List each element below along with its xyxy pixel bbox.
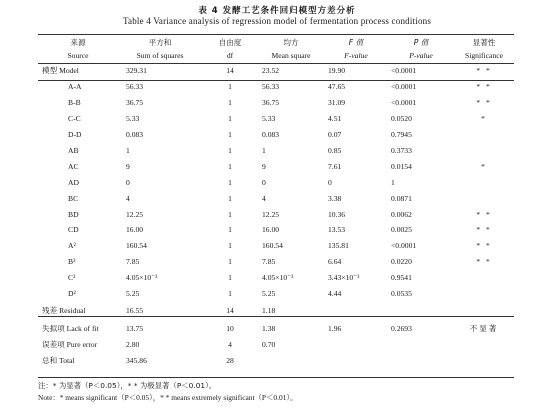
ss-cell: 160.54 [126, 241, 147, 251]
df-cell: 14 [226, 306, 234, 316]
table-row [38, 190, 514, 206]
f-value-cell: 7.61 [328, 161, 342, 171]
ss-cell: 4.05×10⁻³ [126, 273, 158, 283]
table-row [38, 206, 514, 222]
significance-cell: * * [476, 209, 492, 219]
source-cell: 误差项 Pure error [42, 339, 98, 349]
f-value-cell [324, 301, 388, 320]
p-value-cell: <0.0001 [391, 241, 417, 251]
ms-cell: 4.05×10⁻³ [262, 273, 294, 283]
df-cell: 1 [228, 193, 232, 203]
header-f-en: F-value [344, 51, 368, 60]
table-row [38, 270, 514, 286]
p-value-cell: 0.0062 [391, 209, 412, 219]
f-value-cell: 135.81 [328, 241, 349, 251]
source-cell: 残差 Residual [42, 306, 86, 316]
ms-cell: 5.25 [262, 289, 276, 299]
p-value-cell [388, 336, 454, 352]
table-row [38, 336, 514, 352]
source-cell: CD [68, 225, 79, 235]
table-title-cn: 表 4 发酵工艺条件回归模型方差分析 [198, 6, 356, 16]
table-row [38, 254, 514, 270]
table-row [38, 111, 514, 127]
p-value-cell [388, 352, 454, 368]
df-cell: 1 [228, 114, 232, 124]
df-cell: 1 [228, 161, 232, 171]
ss-cell: 2.80 [126, 339, 140, 349]
ss-cell: 56.33 [126, 82, 144, 92]
f-value-cell: 0 [328, 177, 332, 187]
p-value-cell: <0.0001 [391, 66, 417, 75]
header-ss-cn: 平方和 [148, 38, 172, 47]
ss-cell: 16.55 [126, 306, 144, 316]
ms-cell [258, 352, 324, 368]
ss-cell: 12.25 [126, 209, 144, 219]
ms-cell: 1.38 [262, 323, 276, 333]
source-cell: BD [68, 209, 79, 219]
significance-cell: * * [476, 241, 492, 251]
significance-cell [454, 174, 514, 190]
source-cell: D² [68, 289, 76, 299]
header-ms-cn: 均方 [283, 38, 299, 47]
f-value-cell: 0.85 [328, 146, 342, 155]
p-value-cell: <0.0001 [391, 98, 417, 108]
ms-cell: 23.52 [262, 66, 280, 75]
df-cell: 1 [228, 289, 232, 299]
ms-cell: 12.25 [262, 209, 280, 219]
table-notes [38, 380, 528, 404]
p-value-cell: 0.0025 [391, 225, 412, 235]
df-cell: 1 [228, 98, 232, 108]
bottom-rule [38, 377, 514, 378]
source-cell: 模型 Model [42, 66, 79, 75]
table-row [38, 62, 514, 79]
header-source-cn: 来源 [70, 38, 86, 47]
df-cell: 4 [228, 339, 232, 349]
p-value-cell: 0.0220 [391, 257, 412, 267]
header-ms-en: Mean square [271, 51, 311, 60]
p-value-cell [388, 301, 454, 320]
df-cell: 10 [226, 323, 234, 333]
p-value-cell: 0.0535 [391, 289, 412, 299]
ms-cell: 56.33 [262, 82, 280, 92]
table-row [38, 95, 514, 111]
source-cell: 总和 Total [42, 355, 75, 365]
anova-table [38, 36, 514, 368]
p-value-cell: 0.2693 [391, 323, 412, 333]
significance-cell [454, 190, 514, 206]
p-value-cell: 0.9541 [391, 273, 412, 283]
ms-cell: 0 [262, 177, 266, 187]
top-rule [38, 34, 514, 35]
header-df-en: df [226, 51, 234, 60]
header-row-en [38, 49, 514, 62]
df-cell: 28 [226, 355, 234, 365]
significance-cell [454, 336, 514, 352]
p-value-cell: <0.0001 [391, 82, 417, 92]
f-value-cell [324, 336, 388, 352]
ms-cell: 1 [262, 146, 266, 155]
df-cell: 1 [228, 177, 232, 187]
significance-cell [454, 286, 514, 302]
ss-cell: 345.86 [126, 355, 147, 365]
significance-cell [454, 301, 514, 320]
header-f-cn: F 值 [348, 38, 364, 47]
table-row [38, 143, 514, 159]
header-df-cn: 自由度 [218, 38, 242, 47]
note-en: Note：* means significant（P＜0.05），* * means extremely significant（P＜0.01）。 [38, 393, 298, 402]
significance-cell [454, 127, 514, 143]
df-cell: 1 [228, 146, 232, 155]
significance-cell: 不显著 [469, 323, 499, 333]
f-value-cell: 0.07 [328, 130, 342, 140]
ms-cell: 5.33 [262, 114, 276, 124]
df-cell: 1 [228, 241, 232, 251]
ss-cell: 4 [126, 193, 130, 203]
table-row [38, 174, 514, 190]
significance-cell: * [481, 161, 487, 171]
p-value-cell: 0.0871 [391, 193, 412, 203]
df-cell: 1 [228, 225, 232, 235]
table-row [38, 286, 514, 302]
header-source-en: Source [67, 51, 89, 60]
ms-cell: 4 [262, 193, 266, 203]
df-cell: 1 [228, 130, 232, 140]
significance-cell [454, 270, 514, 286]
ss-cell: 7.85 [126, 257, 140, 267]
df-cell: 1 [228, 209, 232, 219]
ms-cell: 36.75 [262, 98, 280, 108]
f-value-cell: 13.53 [328, 225, 346, 235]
significance-cell: * * [476, 225, 492, 235]
table-row [38, 352, 514, 368]
ms-cell: 7.85 [262, 257, 276, 267]
ms-cell: 160.54 [262, 241, 283, 251]
table-row [38, 79, 514, 95]
df-cell: 1 [228, 82, 232, 92]
p-value-cell: 0.0520 [391, 114, 412, 124]
header-p-en: P-value [409, 51, 433, 60]
ss-cell: 329.31 [126, 66, 147, 75]
source-cell: B² [68, 257, 76, 267]
ss-cell: 36.75 [126, 98, 144, 108]
f-value-cell: 19.90 [328, 66, 346, 75]
significance-cell: * * [476, 98, 492, 108]
source-cell: A² [68, 241, 76, 251]
source-cell: BC [68, 193, 79, 203]
table-row [38, 301, 514, 320]
source-cell: C-C [68, 114, 81, 124]
ss-cell: 5.25 [126, 289, 140, 299]
f-value-cell: 3.38 [328, 193, 342, 203]
p-value-cell: 1 [391, 177, 395, 187]
p-value-cell: 0.3733 [391, 146, 412, 155]
note-cn: 注：* 为显著（P＜0.05），* * 为极显著（P＜0.01）。 [38, 381, 217, 390]
table-title-en: Table 4 Variance analysis of regression model of fermentation process conditions [122, 16, 432, 26]
ms-cell: 16.00 [262, 225, 280, 235]
ss-cell: 13.75 [126, 323, 144, 333]
df-cell: 14 [226, 66, 234, 75]
significance-cell [454, 352, 514, 368]
f-value-cell [324, 352, 388, 368]
p-value-cell: 0.7945 [391, 130, 412, 140]
source-cell: B-B [68, 98, 81, 108]
ms-cell: 1.18 [262, 306, 276, 316]
header-row-cn [38, 36, 514, 49]
ss-cell: 5.33 [126, 114, 140, 124]
header-sig-cn: 显著性 [472, 38, 496, 47]
ss-cell: 9 [126, 161, 130, 171]
source-cell: AC [68, 161, 79, 171]
ss-cell: 0.083 [126, 130, 144, 140]
f-value-cell: 4.44 [328, 289, 342, 299]
f-value-cell: 47.65 [328, 82, 346, 92]
significance-cell: * * [476, 66, 492, 75]
source-cell: D-D [68, 130, 82, 140]
ms-cell: 9 [262, 161, 266, 171]
ss-cell: 0 [126, 177, 130, 187]
table-row [38, 127, 514, 143]
ss-cell: 1 [126, 146, 130, 155]
header-ss-en: Sum of squares [136, 51, 184, 60]
ss-cell: 16.00 [126, 225, 144, 235]
f-value-cell: 1.96 [328, 323, 342, 333]
table-row [38, 238, 514, 254]
ms-cell: 0.083 [262, 130, 280, 140]
f-value-cell: 31.09 [328, 98, 346, 108]
table-row [38, 158, 514, 174]
source-cell: AD [68, 177, 79, 187]
table-row [38, 320, 514, 336]
source-cell: C² [68, 273, 76, 283]
source-cell: A-A [68, 82, 82, 92]
significance-cell: * [481, 114, 487, 124]
df-cell: 1 [228, 273, 232, 283]
source-cell: AB [68, 146, 79, 155]
df-cell: 1 [228, 257, 232, 267]
f-value-cell: 4.51 [328, 114, 342, 124]
significance-cell [454, 143, 514, 159]
f-value-cell: 3.43×10⁻³ [328, 273, 360, 283]
significance-cell: * * [476, 257, 492, 267]
ms-cell: 0.70 [262, 339, 276, 349]
header-p-cn: P 值 [413, 38, 429, 47]
significance-cell: * * [476, 82, 492, 92]
p-value-cell: 0.0154 [391, 161, 412, 171]
source-cell: 失拟项 Lack of fit [42, 323, 99, 333]
table-row [38, 222, 514, 238]
header-sig-en: Significance [465, 51, 503, 60]
f-value-cell: 6.64 [328, 257, 342, 267]
f-value-cell: 10.36 [328, 209, 346, 219]
